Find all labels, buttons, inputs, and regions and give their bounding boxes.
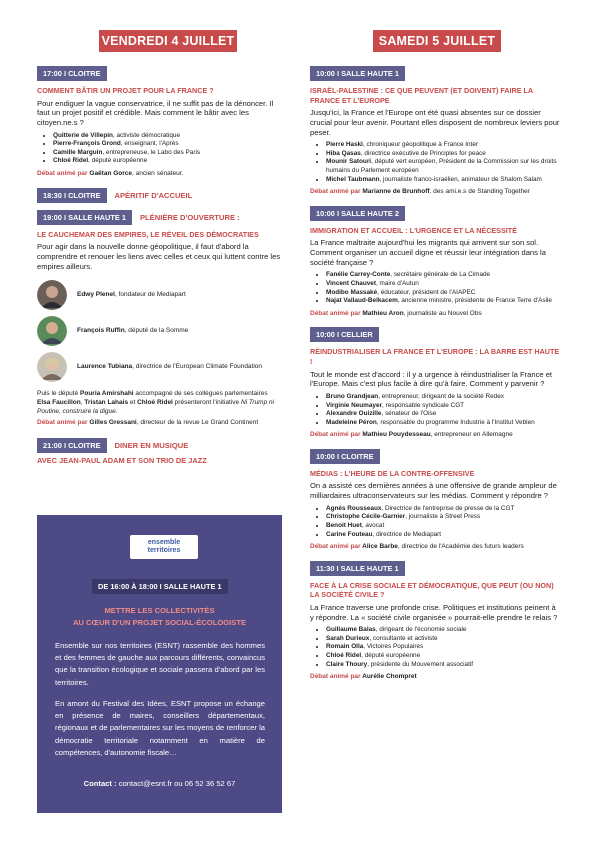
session-description: La France maltraite aujourd'hui les migrants qui arrivent sur son sol. Comment organiser un accueil digne et réussir leur intégration dans la société française ? [310, 238, 546, 267]
guest-row [37, 280, 282, 310]
speaker-item: • Guillaume Balas, dirigeant de l'économie sociale [326, 626, 560, 635]
esnt-box [37, 515, 282, 813]
speaker-item: • Mounir Satouri, député vert européen, Président de la Commission sur les droits humains du Parlement européen [326, 158, 560, 175]
time-slot: 10:00 I SALLE HAUTE 1 [310, 66, 405, 81]
session-right-5 [310, 561, 560, 682]
box-title: METTRE LES COLLECTIVITÉS AU CŒUR D'UN PROJET SOCIAL-ÉCOLOGISTE [72, 606, 247, 627]
box-paragraph: Ensemble sur nos territoires (ESNT) rassemble des hommes et des femmes de gauche aux parcours différents, convaincus que la transition écologique et sociale passera d'abord par les territoires. [55, 641, 265, 687]
session-label: PLÉNIÈRE D'OUVERTURE : [139, 212, 240, 222]
session-left-1 [37, 66, 282, 179]
time-slot: DE 16:00 À 18:00 I SALLE HAUTE 1 [92, 579, 228, 594]
time-slot: 21:00 I CLOITRE [37, 438, 107, 453]
session-description: La France traverse une profonde crise. Politiques et institutions peinent à y répondre. La « société civile organisée » pourrait-elle prendre le relais ? [310, 602, 558, 622]
session-left-4 [37, 438, 282, 466]
contact-line: Contact : contact@esnt.fr ou 06 52 36 52 67 [83, 779, 236, 788]
moderator-line: Débat animé par Mathieu Aron, journaliste au Nouvel Obs [310, 309, 482, 317]
speaker-item: • Michel Taubmann, journaliste franco-israélien, animateur de Shalom Salam [326, 176, 560, 185]
guest-row [37, 316, 282, 346]
speaker-item: • Bruno Grandjean, entrepreneur, dirigeant de la société Redex [326, 393, 560, 402]
speaker-list [310, 141, 560, 184]
initiative-text: Puis le député Pouria Amirshahi accompagné de ses collègues parlementaires Elsa Faucillon, Tristan Lahais et Chloé Ridel présenteront l'initiative Ni Trump ni Poutine, construire la digue. [37, 390, 275, 415]
moderator-line: Débat animé par Gilles Gressani, directeur de la revue Le Grand Continent [37, 419, 259, 427]
session-title: RÉINDUSTRIALISER LA FRANCE ET L'EUROPE : LA BARRE EST HAUTE ! [310, 347, 560, 366]
speaker-item: • Fanélie Carrey-Conte, secrétaire générale de La Cimade [326, 271, 560, 280]
session-description: Pour endiguer la vague conservatrice, il ne suffit pas de la dénoncer. Il faut un projet positif et crédible. Mais comment le bâtir avec les citoyen.ne.s ? [37, 98, 274, 127]
session-right-3 [310, 327, 560, 439]
speaker-item: • Madeleine Péron, responsable du programme Industrie à l'Institut Veblen [326, 419, 560, 428]
guest-text: Laurence Tubiana, directrice de l'European Climate Foundation [77, 363, 263, 371]
guest-text: Edwy Plenel, fondateur de Mediapart [77, 291, 186, 299]
speaker-item: • Christophe Cécile-Garnier, journaliste à Street Press [326, 513, 560, 522]
speaker-item: • Pierre-François Grond, enseignant, l'Après [53, 140, 282, 149]
moderator-line: Débat animé par Gaëtan Gorce, ancien sénateur. [37, 170, 184, 178]
time-slot: 17:00 I CLOITRE [37, 66, 107, 81]
speaker-item: • Camille Marguin, entrepreneuse, le Labo des Paris [53, 149, 282, 158]
moderator-line: Débat animé par Marianne de Brunhoff, des ami.e.s de Standing Together [310, 188, 530, 196]
session-right-4 [310, 449, 560, 552]
time-slot: 10:00 I CELLIER [310, 327, 379, 342]
speaker-item: • Modibo Massaké, éducateur, président de l'AIAPEC [326, 289, 560, 298]
moderator-line: Débat animé par Alice Barbe, directrice de l'Académie des futurs leaders [310, 543, 524, 551]
session-description: Pour agir dans la nouvelle donne géopolitique, il faut d'abord la comprendre et renouer les liens avec celles et ceux qui luttent contre les empires ailleurs. [37, 242, 281, 271]
speaker-item: • Agnès Rousseaux, Directrice de l'entreprise de presse de la CGT [326, 505, 560, 514]
time-slot: 10:00 I CLOITRE [310, 449, 380, 464]
speaker-item: • Romain Olla, Victoires Populaires [326, 643, 560, 652]
time-slot: 11:30 I SALLE HAUTE 1 [310, 561, 405, 576]
session-label: DINER EN MUSIQUE [114, 440, 189, 450]
time-slot: 18:30 I CLOITRE [37, 188, 107, 203]
session-description: Jusqu'ici, la France et l'Europe ont été quasi absentes sur ce dossier crucial pour leur avenir. Pourtant elles disposent de nombreux leviers pour peser. [310, 108, 560, 137]
speaker-item: • Quitterie de Villepin, activiste démocratique [53, 132, 282, 141]
session-right-1 [310, 66, 560, 197]
time-slot: 10:00 I SALLE HAUTE 2 [310, 206, 405, 221]
session-left-3 [37, 210, 282, 428]
session-title: LE CAUCHEMAR DES EMPIRES, LE RÉVEIL DES DÉMOCRATIES [37, 229, 259, 239]
guest-row [37, 352, 282, 382]
session-description: Tout le monde est d'accord : il y a urgence à réindustrialiser la France et l'Europe. Mais c'est plus facile à dire qu'à faire. Comment y parvenir ? [310, 369, 553, 389]
session-title: IMMIGRATION ET ACCUEIL : L'URGENCE ET LA NÉCESSITÉ [310, 225, 517, 235]
session-label: APÉRITIF D'ACCUEIL [114, 190, 193, 200]
moderator-line: Débat animé par Aurélie Chompret [310, 673, 417, 681]
speaker-list [37, 132, 282, 166]
session-description: On a assisté ces dernières années à une offensive de grande ampleur de milliardaires ultraconservateurs sur les médias. Comment y répondre ? [310, 481, 557, 501]
session-title: FACE À LA CRISE SOCIALE ET DÉMOCRATIQUE, QUE PEUT (OU NON) LA SOCIÉTÉ CIVILE ? [310, 580, 554, 600]
speaker-item: • Benoit Huet, avocat [326, 522, 560, 531]
session-title: ISRAËL-PALESTINE : CE QUE PEUVENT (ET DOIVENT) FAIRE LA FRANCE ET L'EUROPE [310, 86, 533, 105]
session-title: AVEC JEAN-PAUL ADAM ET SON TRIO DE JAZZ [37, 455, 207, 465]
session-title: COMMENT BÂTIR UN PROJET POUR LA FRANCE ? [37, 86, 214, 95]
session-left-2 [37, 188, 282, 203]
day-header-saturday: SAMEDI 5 JUILLET [373, 30, 501, 52]
speaker-list [310, 271, 560, 305]
day-header-friday: VENDREDI 4 JUILLET [99, 30, 237, 52]
speaker-item: • Carine Fouteau, directrice de Mediapart [326, 531, 560, 540]
speaker-item: • Virginie Neumayer, responsable syndicale CGT [326, 402, 560, 411]
avatar [37, 316, 67, 346]
avatar [37, 280, 67, 310]
moderator-line: Débat animé par Mathieu Pouydesseau, entrepreneur en Allemagne [310, 431, 513, 439]
speaker-item: • Hiba Qasas, directrice exécutive de Principles for peace [326, 150, 560, 159]
right-column [310, 66, 560, 691]
speaker-item: • Najat Vallaud-Belkacem, ancienne ministre, présidente de France Terre d'Asile [326, 297, 560, 306]
guest-text: François Ruffin, député de la Somme [77, 327, 189, 335]
speaker-item: • Claire Thoury, présidente du Mouvement associatif [326, 661, 560, 670]
speaker-list [310, 626, 560, 669]
speaker-item: • Sarah Durieux, consultante et activiste [326, 635, 560, 644]
esnt-logo: ensemble territoires [130, 535, 198, 559]
speaker-item: • Alexandre Ouizille, sénateur de l'Oise [326, 410, 560, 419]
time-slot: 19:00 I SALLE HAUTE 1 [37, 210, 132, 225]
speaker-item: • Chloé Ridel, député européenne [326, 652, 560, 661]
speaker-item: • Pierre Haski, chroniqueur géopolitique à France Inter [326, 141, 560, 150]
avatar [37, 352, 67, 382]
left-column [37, 66, 282, 468]
speaker-list [310, 505, 560, 539]
speaker-item: • Chloé Ridel, député européenne [53, 157, 282, 166]
speaker-item: • Vincent Chauvet, maire d'Autun [326, 280, 560, 289]
session-title: MÉDIAS : L'HEURE DE LA CONTRE-OFFENSIVE [310, 468, 475, 478]
box-paragraph: En amont du Festival des Idées, ESNT propose un échange en présence de maires, conseillers départementaux, régionaux et de parlementaires sur les moyens de renforcer la démocratie territoriale notamment en matière de compétences, d'autonomie fiscale… [55, 699, 265, 757]
speaker-list [310, 393, 560, 427]
session-right-2 [310, 206, 560, 319]
